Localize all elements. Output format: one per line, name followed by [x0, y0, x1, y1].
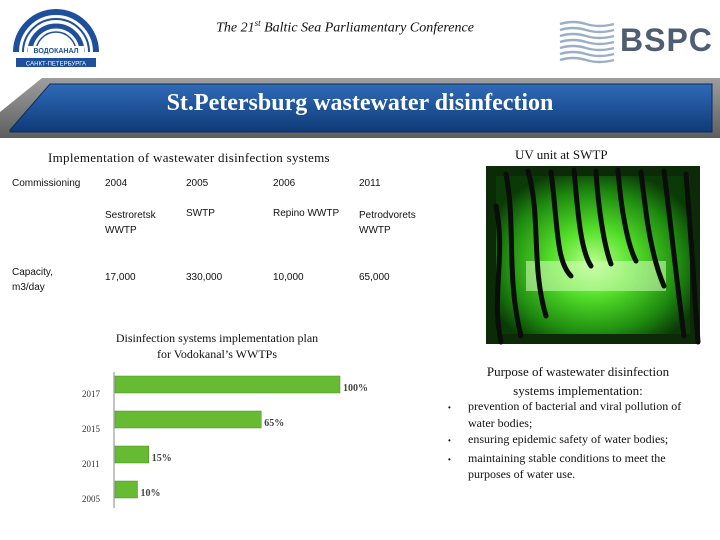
list-item — [448, 398, 710, 431]
chart-category-label: 2015 — [82, 424, 100, 434]
conference-title — [165, 18, 525, 37]
vodokanal-logo — [8, 8, 103, 70]
table-cell-plant: Sestroretsk WWTP — [105, 210, 156, 236]
plan-title-line2: for Vodokanal’s WWTPs — [157, 347, 277, 361]
table-cell-plant: Repino WWTP — [273, 208, 340, 219]
list-item-text: ensuring epidemic safety of water bodies; — [468, 432, 669, 446]
chart-bar — [115, 446, 149, 463]
uv-unit-photo — [486, 166, 700, 344]
logo-text-bottom: САНКТ-ПЕТЕРБУРГА — [25, 61, 87, 68]
chart-category-label: 2005 — [82, 494, 100, 504]
table-cell-plant: Petrodvorets WWTP — [359, 210, 416, 236]
chart-category-label: 2017 — [82, 389, 100, 399]
list-item-text: prevention of bacterial and viral pollution of water bodies; — [468, 399, 682, 430]
purpose-title-line2: systems implementation: — [513, 383, 643, 398]
implementation-title: Implementation of wastewater disinfection systems — [48, 150, 330, 165]
chart-value-label: 15% — [151, 453, 172, 464]
bspc-wave-icon — [558, 18, 616, 62]
bspc-logo-text: BSPC — [620, 22, 713, 58]
plan-title-line1: Disinfection systems implementation plan — [115, 331, 319, 345]
table-cell-capacity: 10,000 — [273, 272, 304, 283]
conference-title-sup: st — [254, 18, 261, 28]
purpose-title — [448, 362, 708, 400]
table-cell-year: 2011 — [359, 178, 381, 189]
conference-title-prefix: The 21 — [216, 20, 255, 36]
plan-title — [82, 330, 352, 362]
table-cell-capacity: 17,000 — [105, 272, 136, 283]
chart-bar — [115, 376, 340, 393]
uv-photo-title: UV unit at SWTP — [515, 147, 608, 162]
logo-text-top: ВОДОКАНАЛ — [33, 48, 79, 55]
table-cell-capacity: 65,000 — [359, 272, 390, 283]
list-item — [448, 431, 710, 450]
purpose-title-line1: Purpose of wastewater disinfection — [486, 364, 670, 379]
row-label-capacity: Capacity, m3/day — [12, 267, 53, 293]
chart-value-label: 100% — [343, 383, 368, 394]
chart-bar — [115, 481, 138, 498]
list-item — [448, 450, 710, 483]
table-cell-year: 2005 — [186, 178, 209, 189]
page-title: St.Petersburg wastewater disinfection — [166, 90, 554, 116]
table-cell-plant: SWTP — [186, 208, 215, 219]
table-cell-year: 2006 — [273, 178, 296, 189]
bullet-icon: • — [448, 454, 451, 464]
table-cell-capacity: 330,000 — [186, 272, 223, 283]
chart-bar — [115, 411, 261, 428]
chart-category-label: 2011 — [82, 459, 100, 469]
list-item-text: maintaining stable conditions to meet the purposes of water use. — [468, 450, 666, 481]
row-label-commissioning: Commissioning — [12, 178, 81, 189]
plan-bar-chart — [80, 370, 368, 510]
purpose-list — [448, 398, 710, 483]
chart-value-label: 65% — [264, 418, 285, 429]
table-cell-year: 2004 — [105, 178, 128, 189]
bspc-logo — [558, 18, 713, 66]
conference-title-suffix: Baltic Sea Parliamentary Conference — [260, 20, 474, 36]
chart-value-label: 10% — [140, 488, 161, 499]
bullet-icon: • — [448, 403, 451, 412]
bullet-icon: • — [448, 436, 451, 445]
